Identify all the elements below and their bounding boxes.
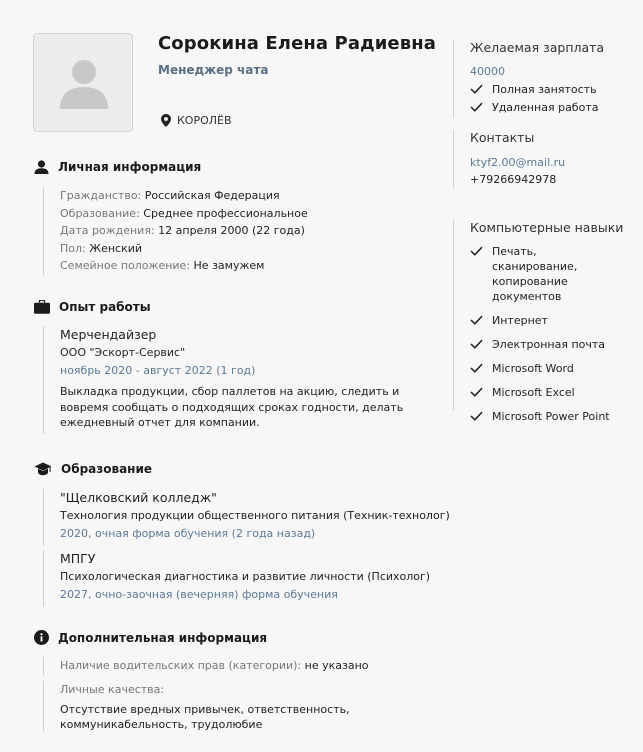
info-value: 12 апреля 2000 (22 года) [158,224,305,237]
skill-item [470,409,623,424]
check-icon [470,246,483,256]
skill-label: Интернет [492,314,548,327]
license-label: Наличие водительских прав (категории): [60,659,302,672]
skill-label: Электронная почта [492,338,606,351]
graduation-cap-icon [34,462,52,476]
info-value: Не замужем [193,259,265,272]
personal-title: Личная информация [58,160,202,174]
briefcase-icon [34,300,50,314]
education-specialty: Технология продукции общественного питания (Техник-технолог) [60,509,450,522]
employment-label: Полная занятость [492,83,597,96]
skill-item [470,361,623,376]
skill-label: Microsoft Excel [492,386,575,399]
info-row-citizenship [60,187,308,205]
education-item [43,550,430,606]
skill-item [470,313,623,328]
education-name: "Щелковский колледж" [60,490,217,505]
job-description: Выкладка продукции, сбор паллетов на акцию, следить и вовремя сообщать о подходящих сроках годности, делать ежедневный отчет для компании. [60,385,404,429]
education-specialty: Психологическая диагностика и развитие личности (Психолог) [60,570,431,583]
info-icon [34,630,49,645]
employment-item [470,82,604,97]
info-label: Семейное положение: [60,259,191,272]
job-company: ООО "Эскорт-Сервис" [60,346,186,359]
map-pin-icon [161,114,171,127]
experience-title: Опыт работы [59,300,151,314]
candidate-name: Сорокина Елена Радиевна [158,33,437,54]
license-block [43,657,369,675]
info-value: Среднее профессиональное [143,206,308,220]
city-label: КОРОЛЁВ [177,114,232,127]
personal-section-title [34,160,201,174]
education-title: Образование [61,462,153,476]
skill-item [470,385,623,400]
check-icon [470,84,483,94]
info-label: Гражданство: [60,189,142,202]
employment-item [470,100,604,115]
skill-item [470,244,610,304]
experience-section-title [34,300,151,314]
skill-item [470,337,623,352]
check-icon [470,315,483,325]
person-icon [34,160,49,174]
qualities-label: Личные качества: [60,683,165,696]
education-name: МПГУ [60,551,96,566]
employment-label: Удаленная работа [492,101,599,114]
info-row-education [60,205,308,223]
job-title: Мерчендайзер [60,327,157,342]
info-value: Женский [89,241,143,255]
info-row-birthdate [60,222,308,240]
check-icon [470,363,483,373]
check-icon [470,411,483,421]
additional-title: Дополнительная информация [58,630,268,645]
info-value: Российская Федерация [144,189,280,202]
salary-title: Желаемая зарплата [470,40,605,55]
contacts-title: Контакты [470,130,535,145]
qualities-block [43,681,430,731]
check-icon [470,339,483,349]
contact-email[interactable]: ktyf2.00@mail.ru [470,156,566,169]
salary-amount: 40000 [470,65,505,78]
info-label: Образование: [60,206,140,220]
experience-block [43,326,440,434]
personal-block [43,187,308,275]
candidate-city [161,114,232,127]
info-row-gender [60,240,308,258]
education-item [43,489,450,545]
person-placeholder-icon [58,57,110,109]
additional-section-title [34,630,267,645]
education-details: 2020, очная форма обучения (2 года назад) [60,527,316,540]
candidate-position: Менеджер чата [158,63,269,77]
contact-phone: +79266942978 [470,173,557,186]
job-period: ноябрь 2020 - август 2022 (1 год) [60,364,256,377]
info-label: Дата рождения: [60,224,155,237]
skill-label: Печать, сканирование, копирование документов [492,245,578,303]
check-icon [470,387,483,397]
license-value: не указано [304,659,369,672]
info-row-marital [60,257,308,275]
education-details: 2027, очно-заочная (вечерняя) форма обучения [60,588,338,601]
contacts-block [453,130,565,188]
license-row [60,657,369,675]
check-icon [470,102,483,112]
info-label: Пол: [60,241,86,255]
qualities-value: Отсутствие вредных привычек, ответственность, коммуникабельность, трудолюбие [60,702,350,731]
education-section-title [34,462,152,476]
skill-label: Microsoft Word [492,362,574,375]
skills-title: Компьютерные навыки [470,220,624,235]
avatar [33,33,133,132]
skill-label: Microsoft Power Point [492,410,610,423]
salary-block [453,40,604,118]
skills-block [453,220,624,423]
